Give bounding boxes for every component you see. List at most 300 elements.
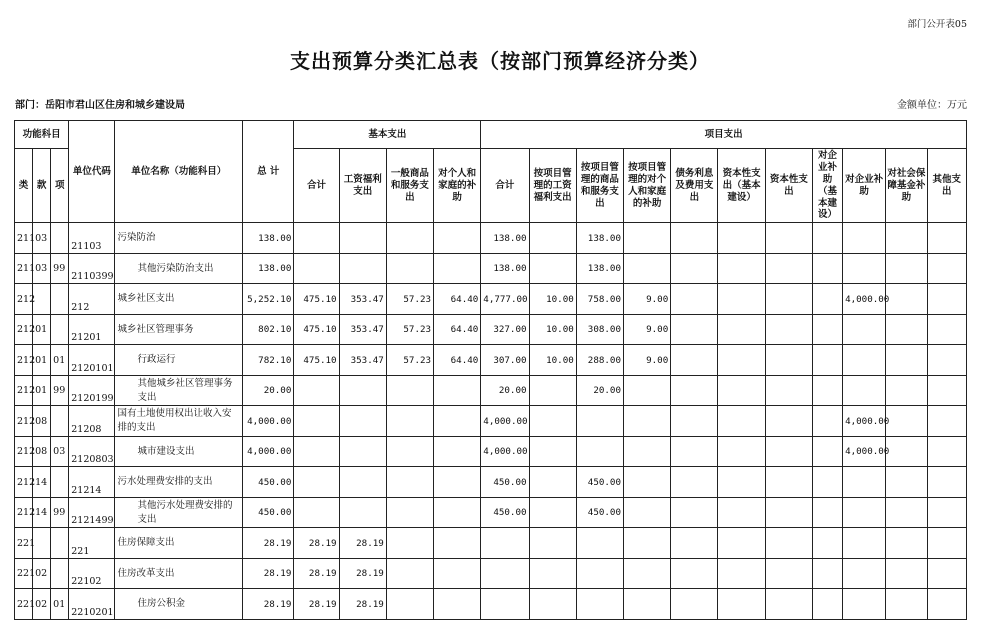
cell-b-goods	[386, 497, 433, 528]
project-col-header: 按项目管理的工资福利支出	[529, 149, 576, 223]
table-row	[15, 406, 967, 437]
cell-total: 28.19	[243, 528, 294, 559]
cell-p-cap	[765, 406, 812, 437]
cell-p-cap-basic	[718, 558, 765, 589]
cell-b-goods	[386, 467, 433, 498]
cell-b-goods: 57.23	[386, 284, 433, 315]
cell-code: 221	[69, 528, 115, 559]
cell-code: 21214	[69, 467, 115, 498]
cell-p-debt	[671, 314, 718, 345]
cell-b-wage: 28.19	[339, 589, 386, 620]
cell-total: 28.19	[243, 558, 294, 589]
cell-p-family	[624, 589, 671, 620]
project-expense-header: 项目支出	[481, 121, 967, 149]
project-col-header: 按项目管理的对个人和家庭的补助	[624, 149, 671, 223]
xiang-header: 项	[51, 149, 69, 223]
cell-p-ent-basic	[812, 436, 842, 467]
table-row	[15, 314, 967, 345]
cell-p-cap-basic	[718, 467, 765, 498]
cell-kuan: 03	[33, 223, 51, 254]
cell-p-goods	[576, 406, 623, 437]
cell-b-wage	[339, 375, 386, 406]
cell-lei: 212	[15, 467, 33, 498]
cell-p-other	[927, 497, 967, 528]
cell-p-ent: 4,000.00	[843, 406, 886, 437]
table-row	[15, 528, 967, 559]
cell-total: 802.10	[243, 314, 294, 345]
cell-p-ent-basic	[812, 375, 842, 406]
cell-p-goods: 450.00	[576, 467, 623, 498]
cell-b-wage	[339, 223, 386, 254]
cell-kuan: 14	[33, 497, 51, 528]
cell-p-other	[927, 375, 967, 406]
cell-b-wage	[339, 497, 386, 528]
table-row	[15, 345, 967, 376]
cell-p-other	[927, 223, 967, 254]
cell-p-goods: 138.00	[576, 253, 623, 284]
cell-p-wage: 10.00	[529, 314, 576, 345]
cell-name: 城市建设支出	[115, 436, 243, 467]
cell-xiang	[51, 528, 69, 559]
cell-code: 2120101	[69, 345, 115, 376]
cell-b-wage: 28.19	[339, 528, 386, 559]
kuan-header: 款	[33, 149, 51, 223]
cell-total: 20.00	[243, 375, 294, 406]
cell-b-goods: 57.23	[386, 345, 433, 376]
project-col-header: 按项目管理的商品和服务支出	[576, 149, 623, 223]
cell-b-goods	[386, 375, 433, 406]
cell-p-total: 307.00	[481, 345, 529, 376]
cell-lei: 221	[15, 558, 33, 589]
table-row	[15, 497, 967, 528]
cell-p-wage	[529, 497, 576, 528]
cell-kuan: 14	[33, 467, 51, 498]
cell-b-family	[434, 558, 481, 589]
cell-b-total: 28.19	[294, 589, 339, 620]
cell-p-goods: 308.00	[576, 314, 623, 345]
project-col-header: 资本性支出（基本建设）	[718, 149, 765, 223]
cell-code: 21208	[69, 406, 115, 437]
cell-b-wage	[339, 436, 386, 467]
cell-p-family: 9.00	[624, 284, 671, 315]
cell-p-social	[886, 253, 927, 284]
cell-p-social	[886, 345, 927, 376]
cell-xiang: 03	[51, 436, 69, 467]
cell-p-wage	[529, 589, 576, 620]
cell-p-social	[886, 558, 927, 589]
cell-p-ent	[843, 558, 886, 589]
cell-b-family	[434, 436, 481, 467]
cell-name: 住房保障支出	[115, 528, 243, 559]
cell-p-ent-basic	[812, 528, 842, 559]
cell-p-debt	[671, 253, 718, 284]
cell-p-goods: 138.00	[576, 223, 623, 254]
cell-p-family	[624, 436, 671, 467]
cell-b-goods	[386, 589, 433, 620]
unit-code-header: 单位代码	[69, 121, 115, 223]
cell-xiang: 01	[51, 345, 69, 376]
cell-b-goods	[386, 253, 433, 284]
cell-p-social	[886, 497, 927, 528]
cell-total: 450.00	[243, 497, 294, 528]
cell-b-total: 28.19	[294, 528, 339, 559]
cell-p-social	[886, 284, 927, 315]
cell-p-ent-basic	[812, 558, 842, 589]
cell-p-wage	[529, 253, 576, 284]
form-number: 部门公开表05	[907, 19, 967, 30]
cell-p-total: 450.00	[481, 467, 529, 498]
cell-p-family	[624, 558, 671, 589]
cell-p-total: 450.00	[481, 497, 529, 528]
project-col-header: 资本性支出	[765, 149, 812, 223]
cell-b-total	[294, 406, 339, 437]
cell-b-family: 64.40	[434, 314, 481, 345]
cell-b-family	[434, 223, 481, 254]
cell-p-ent-basic	[812, 345, 842, 376]
project-col-header: 对社会保障基金补助	[886, 149, 927, 223]
cell-p-other	[927, 314, 967, 345]
cell-p-other	[927, 345, 967, 376]
cell-p-wage: 10.00	[529, 345, 576, 376]
department-label: 部门：岳阳市君山区住房和城乡建设局	[15, 100, 185, 111]
cell-p-social	[886, 589, 927, 620]
cell-p-cap-basic	[718, 284, 765, 315]
cell-p-ent-basic	[812, 497, 842, 528]
cell-lei: 221	[15, 528, 33, 559]
cell-name: 国有土地使用权出让收入安排的支出	[115, 406, 243, 437]
cell-p-cap	[765, 284, 812, 315]
cell-kuan: 08	[33, 406, 51, 437]
cell-p-family	[624, 467, 671, 498]
cell-lei: 221	[15, 589, 33, 620]
cell-p-social	[886, 467, 927, 498]
page-title: 支出预算分类汇总表（按部门预算经济分类）	[290, 49, 710, 73]
cell-p-ent	[843, 528, 886, 559]
cell-p-debt	[671, 497, 718, 528]
cell-p-goods: 450.00	[576, 497, 623, 528]
cell-total: 782.10	[243, 345, 294, 376]
cell-p-total: 138.00	[481, 223, 529, 254]
cell-p-goods: 758.00	[576, 284, 623, 315]
project-col-header: 合计	[481, 149, 529, 223]
cell-code: 2120199	[69, 375, 115, 406]
cell-code: 2210201	[69, 589, 115, 620]
cell-p-total: 4,777.00	[481, 284, 529, 315]
cell-b-goods	[386, 436, 433, 467]
cell-code: 21201	[69, 314, 115, 345]
cell-b-wage: 353.47	[339, 314, 386, 345]
cell-p-debt	[671, 558, 718, 589]
cell-b-total: 475.10	[294, 314, 339, 345]
project-col-header: 对企业补助（基本建设）	[812, 149, 842, 223]
cell-b-total	[294, 497, 339, 528]
cell-lei: 211	[15, 223, 33, 254]
cell-p-goods: 288.00	[576, 345, 623, 376]
cell-b-wage	[339, 467, 386, 498]
cell-p-debt	[671, 375, 718, 406]
cell-b-goods	[386, 223, 433, 254]
cell-b-family	[434, 497, 481, 528]
cell-p-cap-basic	[718, 253, 765, 284]
cell-code: 2120803	[69, 436, 115, 467]
cell-b-family	[434, 375, 481, 406]
cell-p-family	[624, 528, 671, 559]
table-row	[15, 375, 967, 406]
cell-p-wage	[529, 528, 576, 559]
amount-unit: 金额单位：万元	[897, 100, 967, 111]
cell-code: 212	[69, 284, 115, 315]
cell-p-debt	[671, 223, 718, 254]
cell-b-goods	[386, 558, 433, 589]
cell-name: 城乡社区支出	[115, 284, 243, 315]
cell-b-family	[434, 589, 481, 620]
cell-total: 5,252.10	[243, 284, 294, 315]
cell-kuan: 08	[33, 436, 51, 467]
cell-xiang: 01	[51, 589, 69, 620]
lei-header: 类	[15, 149, 33, 223]
cell-code: 21103	[69, 223, 115, 254]
cell-p-ent	[843, 253, 886, 284]
cell-xiang	[51, 314, 69, 345]
cell-xiang	[51, 223, 69, 254]
cell-p-cap	[765, 314, 812, 345]
cell-p-ent-basic	[812, 467, 842, 498]
cell-p-social	[886, 314, 927, 345]
table-row	[15, 253, 967, 284]
cell-xiang	[51, 406, 69, 437]
cell-p-ent	[843, 375, 886, 406]
cell-name: 其他污水处理费安排的支出	[115, 497, 243, 528]
cell-b-goods: 57.23	[386, 314, 433, 345]
cell-p-ent: 4,000.00	[843, 284, 886, 315]
cell-p-social	[886, 375, 927, 406]
cell-p-family	[624, 375, 671, 406]
cell-p-family	[624, 406, 671, 437]
cell-p-total: 327.00	[481, 314, 529, 345]
cell-p-cap-basic	[718, 497, 765, 528]
cell-b-family	[434, 528, 481, 559]
cell-p-cap-basic	[718, 223, 765, 254]
cell-p-wage	[529, 467, 576, 498]
cell-p-debt	[671, 589, 718, 620]
cell-kuan: 01	[33, 375, 51, 406]
cell-p-social	[886, 406, 927, 437]
cell-p-social	[886, 528, 927, 559]
unit-name-header: 单位名称（功能科目）	[115, 121, 243, 223]
cell-xiang: 99	[51, 253, 69, 284]
cell-p-other	[927, 558, 967, 589]
cell-p-debt	[671, 436, 718, 467]
cell-p-wage	[529, 436, 576, 467]
cell-kuan: 01	[33, 345, 51, 376]
cell-p-other	[927, 253, 967, 284]
cell-p-cap-basic	[718, 314, 765, 345]
cell-p-other	[927, 589, 967, 620]
cell-p-social	[886, 436, 927, 467]
cell-p-cap	[765, 528, 812, 559]
cell-p-ent-basic	[812, 406, 842, 437]
cell-kuan	[33, 528, 51, 559]
table-body	[15, 223, 967, 620]
cell-p-cap-basic	[718, 375, 765, 406]
budget-table	[14, 120, 967, 620]
cell-lei: 212	[15, 284, 33, 315]
cell-p-cap-basic	[718, 406, 765, 437]
cell-b-wage: 353.47	[339, 345, 386, 376]
cell-xiang	[51, 467, 69, 498]
table-row	[15, 284, 967, 315]
cell-total: 4,000.00	[243, 436, 294, 467]
cell-name: 其他城乡社区管理事务支出	[115, 375, 243, 406]
cell-b-wage: 28.19	[339, 558, 386, 589]
cell-p-wage	[529, 375, 576, 406]
cell-p-family: 9.00	[624, 314, 671, 345]
project-col-header: 债务利息及费用支出	[671, 149, 718, 223]
cell-kuan	[33, 284, 51, 315]
cell-name: 住房改革支出	[115, 558, 243, 589]
cell-p-ent	[843, 314, 886, 345]
cell-p-total	[481, 558, 529, 589]
cell-p-cap	[765, 253, 812, 284]
cell-p-cap-basic	[718, 345, 765, 376]
cell-xiang	[51, 284, 69, 315]
project-col-header: 对企业补助	[843, 149, 886, 223]
cell-p-cap	[765, 223, 812, 254]
cell-lei: 211	[15, 253, 33, 284]
cell-p-cap-basic	[718, 589, 765, 620]
basic-col-header: 一般商品和服务支出	[386, 149, 433, 223]
cell-p-total: 4,000.00	[481, 436, 529, 467]
cell-p-ent-basic	[812, 284, 842, 315]
cell-p-total: 20.00	[481, 375, 529, 406]
cell-code: 2121499	[69, 497, 115, 528]
cell-b-total	[294, 467, 339, 498]
cell-lei: 212	[15, 406, 33, 437]
cell-b-wage	[339, 253, 386, 284]
cell-p-ent: 4,000.00	[843, 436, 886, 467]
cell-b-wage	[339, 406, 386, 437]
cell-b-family: 64.40	[434, 345, 481, 376]
func-subject-header: 功能科目	[15, 121, 69, 149]
cell-p-cap	[765, 375, 812, 406]
cell-p-wage	[529, 406, 576, 437]
cell-p-cap	[765, 558, 812, 589]
cell-b-total: 475.10	[294, 284, 339, 315]
cell-p-wage: 10.00	[529, 284, 576, 315]
cell-name: 行政运行	[115, 345, 243, 376]
basic-col-header: 工资福利支出	[339, 149, 386, 223]
cell-p-ent	[843, 467, 886, 498]
cell-name: 污染防治	[115, 223, 243, 254]
cell-p-debt	[671, 406, 718, 437]
cell-p-total: 138.00	[481, 253, 529, 284]
cell-total: 28.19	[243, 589, 294, 620]
basic-expense-header: 基本支出	[294, 121, 481, 149]
cell-p-total: 4,000.00	[481, 406, 529, 437]
cell-total: 138.00	[243, 223, 294, 254]
cell-p-cap	[765, 589, 812, 620]
cell-p-ent-basic	[812, 589, 842, 620]
table-row	[15, 467, 967, 498]
cell-lei: 212	[15, 436, 33, 467]
table-row	[15, 589, 967, 620]
cell-p-wage	[529, 558, 576, 589]
cell-b-family	[434, 467, 481, 498]
cell-b-total	[294, 253, 339, 284]
cell-code: 22102	[69, 558, 115, 589]
cell-xiang	[51, 558, 69, 589]
cell-b-wage: 353.47	[339, 284, 386, 315]
cell-b-total: 28.19	[294, 558, 339, 589]
total-header: 总 计	[243, 121, 294, 223]
cell-p-ent-basic	[812, 223, 842, 254]
cell-b-goods	[386, 528, 433, 559]
basic-col-header: 对个人和家庭的补助	[434, 149, 481, 223]
cell-lei: 212	[15, 375, 33, 406]
cell-lei: 212	[15, 497, 33, 528]
table-row	[15, 558, 967, 589]
cell-lei: 212	[15, 314, 33, 345]
cell-p-goods	[576, 558, 623, 589]
cell-p-cap-basic	[718, 436, 765, 467]
cell-p-other	[927, 528, 967, 559]
cell-p-cap	[765, 497, 812, 528]
cell-p-debt	[671, 284, 718, 315]
cell-lei: 212	[15, 345, 33, 376]
cell-name: 其他污染防治支出	[115, 253, 243, 284]
cell-p-total	[481, 589, 529, 620]
cell-b-total: 475.10	[294, 345, 339, 376]
cell-p-total	[481, 528, 529, 559]
cell-xiang: 99	[51, 497, 69, 528]
cell-code: 2110399	[69, 253, 115, 284]
cell-xiang: 99	[51, 375, 69, 406]
cell-name: 污水处理费安排的支出	[115, 467, 243, 498]
cell-p-wage	[529, 223, 576, 254]
cell-p-ent-basic	[812, 314, 842, 345]
cell-p-other	[927, 436, 967, 467]
project-col-header: 其他支出	[927, 149, 967, 223]
cell-p-family	[624, 223, 671, 254]
cell-b-total	[294, 436, 339, 467]
cell-p-other	[927, 284, 967, 315]
cell-b-total	[294, 223, 339, 254]
cell-b-family	[434, 406, 481, 437]
cell-kuan: 02	[33, 589, 51, 620]
cell-p-goods	[576, 589, 623, 620]
cell-p-goods: 20.00	[576, 375, 623, 406]
cell-total: 450.00	[243, 467, 294, 498]
cell-p-ent	[843, 497, 886, 528]
cell-p-social	[886, 223, 927, 254]
cell-kuan: 01	[33, 314, 51, 345]
cell-total: 4,000.00	[243, 406, 294, 437]
cell-p-goods	[576, 436, 623, 467]
cell-p-ent-basic	[812, 253, 842, 284]
cell-p-ent	[843, 223, 886, 254]
cell-kuan: 03	[33, 253, 51, 284]
cell-p-debt	[671, 345, 718, 376]
cell-p-debt	[671, 467, 718, 498]
cell-p-cap-basic	[718, 528, 765, 559]
cell-kuan: 02	[33, 558, 51, 589]
cell-p-debt	[671, 528, 718, 559]
cell-p-goods	[576, 528, 623, 559]
cell-p-other	[927, 406, 967, 437]
cell-p-cap	[765, 467, 812, 498]
table-row	[15, 223, 967, 254]
cell-p-ent	[843, 589, 886, 620]
